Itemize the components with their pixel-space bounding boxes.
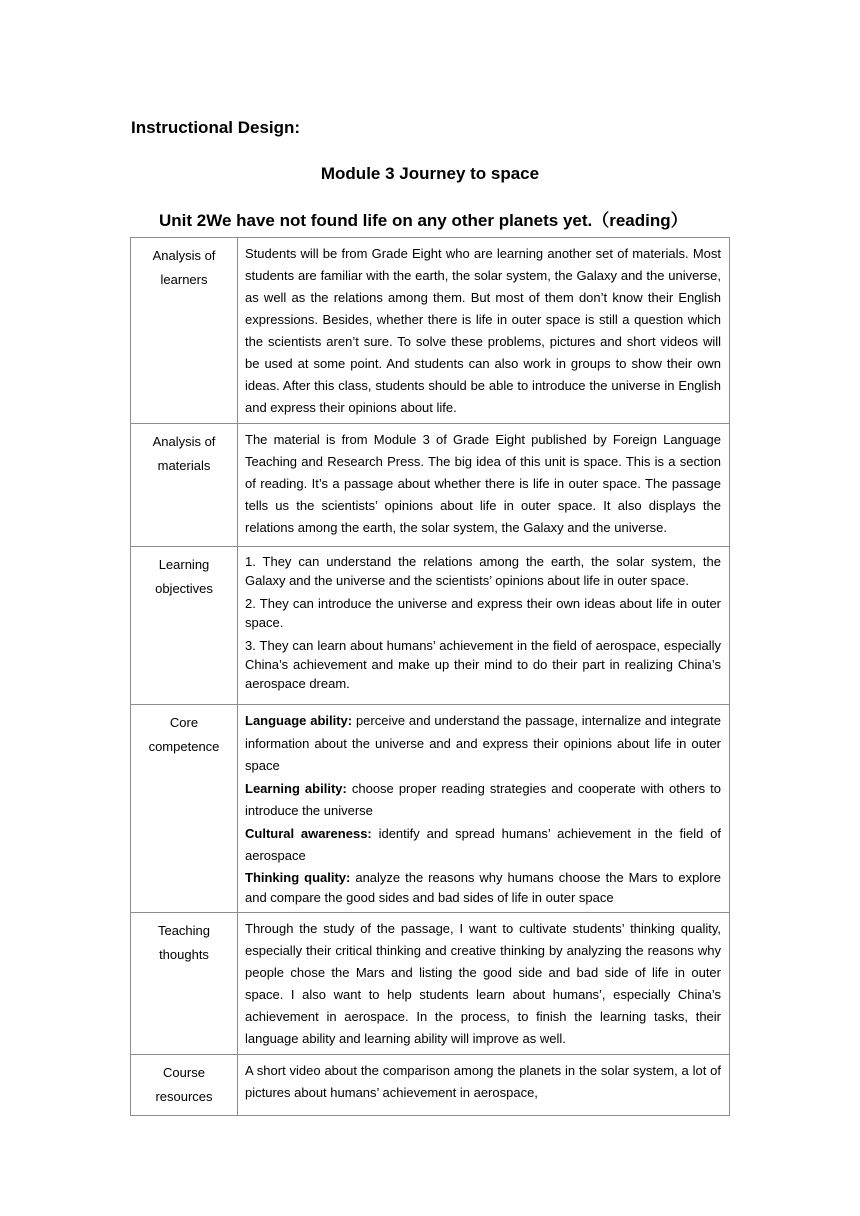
row-label-line: objectives [155, 581, 213, 596]
row-label-line: Analysis of [152, 248, 216, 263]
row-label [131, 424, 238, 547]
competence-term: Learning ability: [245, 780, 347, 796]
row-label [131, 1054, 238, 1115]
row-label-line: Core [169, 715, 199, 730]
table-row [131, 424, 730, 547]
design-table [130, 237, 730, 1116]
competence-item [245, 823, 721, 868]
row-label [131, 238, 238, 424]
row-label [131, 912, 238, 1054]
module-title: Module 3 Journey to space [320, 164, 540, 183]
teaching-thoughts-text: Through the study of the passage, I want to cultivate students’ thinking quality, especially their critical thinking and creative thinking by analyzing the reasons why people chose the Mars and listing the good side and bad side of life in outer space. I also want to help students learn about humans’, especially China’s achievement in aerospace. In the process, to finish the learning tasks, their language ability and learning ability will improve as well. [238, 912, 730, 1054]
row-label-line: Course [163, 1064, 205, 1080]
competence-term: Thinking quality: [245, 869, 351, 885]
table-row [131, 238, 730, 424]
table-row [131, 1054, 730, 1115]
row-label-line: thoughts [159, 946, 209, 962]
competence-term: Cultural awareness: [245, 825, 372, 841]
row-label-line: materials [157, 458, 211, 473]
row-label-line: Teaching [157, 922, 211, 938]
objective-item: 2. They can introduce the universe and express their own ideas about life in outer space. [245, 596, 721, 630]
table-row [131, 547, 730, 705]
row-label-line: competence [148, 739, 220, 754]
learners-analysis-text: Students will be from Grade Eight who are learning another set of materials. Most students are familiar with the earth, the solar system, the Galaxy and the universe, as well as the relations among them. But most of them don’t know their English expressions. Besides, whether there is life in outer space is still a question which the scientists aren’t sure. To solve these problems, pictures and short videos will be used at some point. And students can also work in groups to show their own ideas. After this class, students should be able to introduce the universe in English and express their opinions about life. [238, 238, 730, 424]
competence-item [245, 710, 721, 778]
row-label [131, 547, 238, 705]
competence-text: identify and spread humans’ achievement in the field of aerospace [245, 825, 722, 863]
objective-item: 1. They can understand the relations among the earth, the solar system, the Galaxy and the universe and the scientists’ opinions about life in outer space. [245, 554, 721, 588]
objective-item: 3. They can learn about humans’ achievement in the field of aerospace, especially China’s achievement and make up their mind to do their part in realizing China’s aerospace dream. [245, 638, 721, 691]
row-label-line: resources [155, 1088, 213, 1104]
competence-item [245, 868, 721, 908]
row-label-line: Analysis of [152, 434, 216, 449]
competence-text: analyze the reasons why humans choose the Mars to explore and compare the good sides and bad sides of life in outer space [245, 869, 721, 905]
competence-cell [238, 705, 730, 913]
course-resources-text: A short video about the comparison among the planets in the solar system, a lot of pictures about humans’ achievement in aerospace, [238, 1054, 730, 1115]
row-label-line: learners [160, 272, 208, 287]
competence-item [245, 778, 721, 823]
objectives-cell [238, 547, 730, 705]
table-row [131, 912, 730, 1054]
materials-analysis-text: The material is from Module 3 of Grade Eight published by Foreign Language Teaching and Research Press. The big idea of this unit is space. This is a section of reading. It’s a passage about whether there is life in outer space. The passage tells us the scientists’ opinions about life in outer space. It also displays the relations among the earth, the solar system, the Galaxy and the universe. [238, 424, 730, 547]
competence-term: Language ability: [245, 713, 353, 728]
row-label [131, 705, 238, 913]
competence-text: choose proper reading strategies and cooperate with others to introduce the universe [245, 780, 721, 818]
competence-text: perceive and understand the passage, internalize and integrate information about the universe and and express their opinions about life in outer space [245, 713, 721, 773]
document-title: Instructional Design: [131, 118, 301, 137]
row-label-line: Learning [158, 557, 210, 572]
table-row [131, 705, 730, 913]
unit-title: Unit 2We have not found life on any other planets yet.（reading） [159, 211, 688, 230]
